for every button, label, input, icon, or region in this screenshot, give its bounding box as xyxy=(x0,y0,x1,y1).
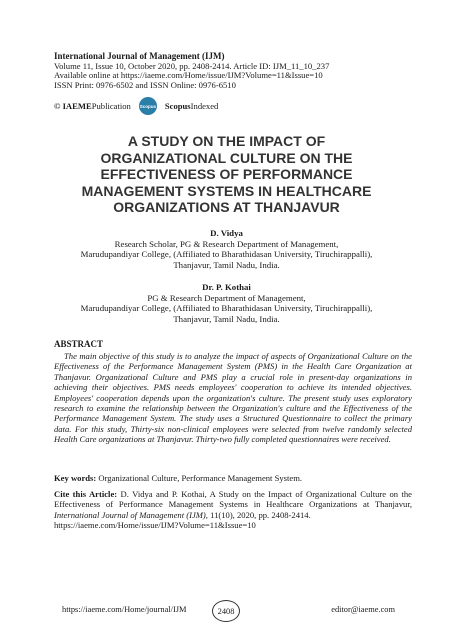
title-line: MANAGEMENT SYSTEMS IN HEALTHCARE xyxy=(81,182,372,199)
paper-title xyxy=(40,133,413,216)
page-footer xyxy=(0,600,453,622)
copyright-rest: Publication xyxy=(91,101,131,111)
citation-text: D. Vidya and P. Kothai, A Study on the Impact of Organizational Culture on the Effectiveness of Performance Management Systems in Healthcare Organizations at Thanjavur, xyxy=(54,489,412,510)
title-line: ORGANIZATIONAL CULTURE ON THE xyxy=(100,149,353,166)
footer-journal-link[interactable]: https://iaeme.com/Home/journal/IJM xyxy=(62,605,187,614)
journal-title: International Journal of Management (IJM) xyxy=(54,51,225,61)
publisher-row xyxy=(54,96,414,116)
affiliation-line: Marudupandiyar College, (Affiliated to Bharathidasan University, Tiruchirappalli), xyxy=(80,303,373,314)
author-name: D. Vidya xyxy=(210,228,243,238)
available-online-line: Available online at https://iaeme.com/Home/issue/IJM?Volume=11&Issue=10 xyxy=(54,70,323,81)
citation xyxy=(54,489,412,531)
citation-journal: International Journal of Management (IJM) xyxy=(54,509,206,520)
issn-line: ISSN Print: 0976-6502 and ISSN Online: 0976-6510 xyxy=(54,79,236,90)
indexed-label: Scopus xyxy=(164,101,191,111)
affiliation-line: PG & Research Department of Management, xyxy=(147,292,306,303)
copyright-label: © IAEME xyxy=(54,101,92,111)
citation-details: , 11(10), 2020, pp. 2408-2414. xyxy=(205,509,311,520)
title-line: EFFECTIVENESS OF PERFORMANCE xyxy=(100,166,353,183)
author-block xyxy=(40,228,413,270)
abstract-heading: ABSTRACT xyxy=(54,339,104,349)
citation-label: Cite this Article: xyxy=(54,489,118,499)
author-block xyxy=(40,282,413,324)
affiliation-line: Thanjavur, Tamil Nadu, India. xyxy=(173,259,280,270)
indexed-rest: Indexed xyxy=(190,101,219,111)
footer-email-link[interactable]: editor@iaeme.com xyxy=(331,605,395,614)
affiliation-line: Thanjavur, Tamil Nadu, India. xyxy=(173,313,280,324)
page-number: 2408 xyxy=(212,600,240,622)
title-line: A STUDY ON THE IMPACT OF xyxy=(127,133,326,149)
scopus-logo-icon: Scopus xyxy=(139,97,157,115)
keywords-text: Organizational Culture, Performance Management System. xyxy=(96,473,303,483)
affiliation-line: Marudupandiyar College, (Affiliated to Bharathidasan University, Tiruchirappalli), xyxy=(80,249,373,260)
citation-url-link[interactable]: https://iaeme.com/Home/issue/IJM?Volume=11&Issue=10 xyxy=(54,520,256,531)
affiliation-line: Research Scholar, PG & Research Department of Management, xyxy=(114,238,339,249)
keywords xyxy=(54,473,412,483)
author-name: Dr. P. Kothai xyxy=(202,282,251,292)
journal-header xyxy=(54,52,414,90)
abstract-text: The main objective of this study is to analyze the impact of aspects of Organizational Culture on the Effectiveness of the Performance Management System (PMS) in the Health Care Organization at Thanjavur. Organizational Culture and PMS play a crucial role in present-day organizations in achieving their objectives. PMS needs employees' cooperation to achieve its intended objectives. Employees' cooperation depends upon the organization's culture. The present study uses exploratory research to examine the relationship between the Organization's culture and the Effectiveness of the Performance Management System. The study uses a Structured Questionnaire to collect the primary data. For this study, Thirty-six non-clinical employees were selected from twelve randomly selected Health Care organizations at Thanjavur. Thirty-two fully completed questionnaires were received. xyxy=(54,351,412,445)
title-line: ORGANIZATIONS AT THANJAVUR xyxy=(113,199,340,216)
volume-line: Volume 11, Issue 10, October 2020, pp. 2408-2414. Article ID: IJM_11_10_237 xyxy=(54,60,330,71)
keywords-label: Key words: xyxy=(54,473,97,483)
